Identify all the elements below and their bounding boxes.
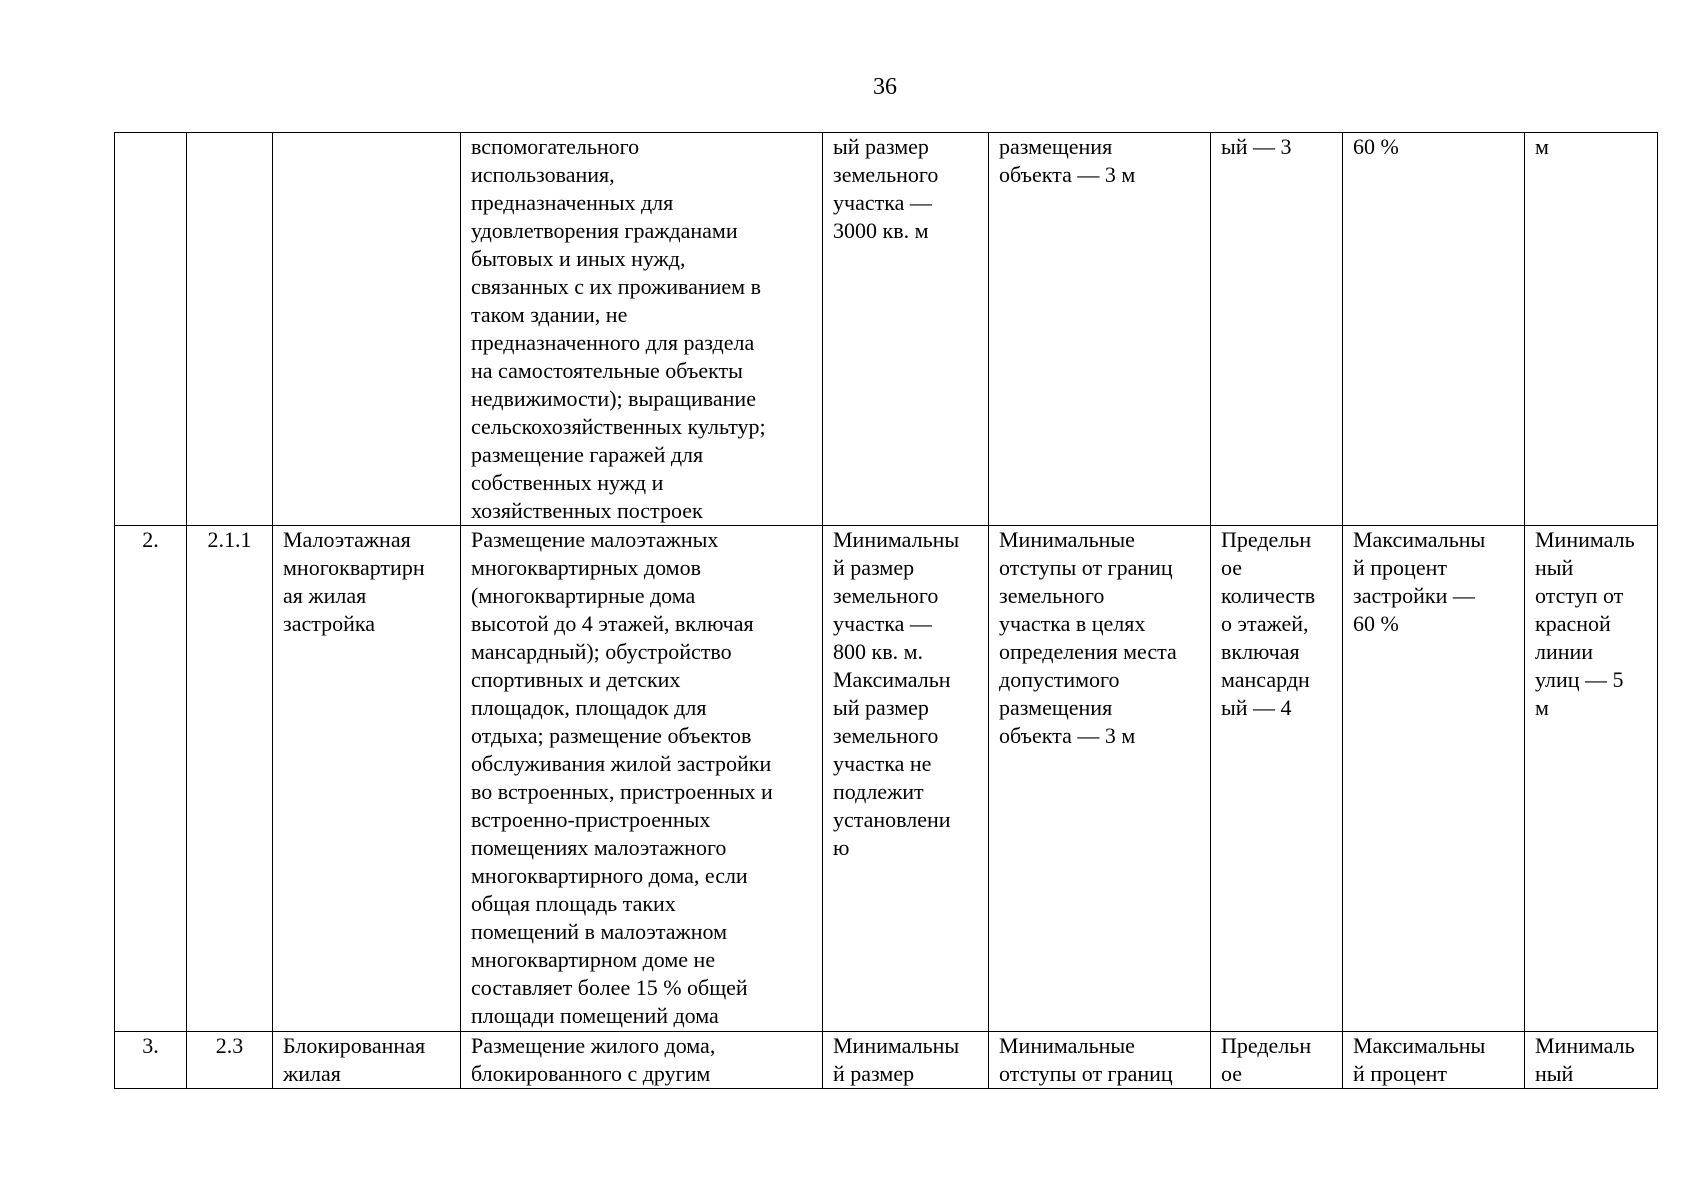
table-row xyxy=(115,133,1658,526)
plot-size-cell: Минимальны й размер xyxy=(823,1032,989,1089)
red-line-setback-cell: м xyxy=(1525,133,1658,526)
coverage-cell: 60 % xyxy=(1343,133,1525,526)
zoning-regulations-table xyxy=(114,132,1658,1089)
setbacks-cell: Минимальные отступы от границ земельного участка в целях определения места допустимого размещения объекта — 3 м xyxy=(989,526,1211,1032)
floors-cell: ый — 3 xyxy=(1211,133,1343,526)
row-number-cell: 2. xyxy=(115,526,187,1032)
page-number: 36 xyxy=(873,74,897,100)
coverage-cell: Максимальны й процент xyxy=(1343,1032,1525,1089)
use-code-cell: 2.3 xyxy=(187,1032,273,1089)
use-name-cell: Малоэтажная многоквартирн ая жилая застройка xyxy=(273,526,461,1032)
use-description-cell: Размещение жилого дома, блокированного с другим xyxy=(461,1032,823,1089)
table-row xyxy=(115,526,1658,1032)
use-description-cell: Размещение малоэтажных многоквартирных домов (многоквартирные дома высотой до 4 этажей, включая мансардный); обустройство спортивных и детских площадок, площадок для отдыха; размещение объектов обслуживания жилой застройки во встроенных, пристроенных и встроенно-пристроенных помещениях малоэтажного многоквартирного дома, если общая площадь таких помещений в малоэтажном многоквартирном доме не составляет более 15 % общей площади помещений дома xyxy=(461,526,823,1032)
use-name-cell xyxy=(273,133,461,526)
plot-size-cell: Минимальны й размер земельного участка — 800 кв. м. Максимальн ый размер земельного участка не подлежит установлени ю xyxy=(823,526,989,1032)
use-description-cell: вспомогательного использования, предназначенных для удовлетворения гражданами бытовых и иных нужд, связанных с их проживанием в таком здании, не предназначенного для раздела на самостоятельные объекты недвижимости); выращивание сельскохозяйственных культур; размещение гаражей для собственных нужд и хозяйственных построек xyxy=(461,133,823,526)
floors-cell: Предельн ое количеств о этажей, включая мансардн ый — 4 xyxy=(1211,526,1343,1032)
row-number-cell xyxy=(115,133,187,526)
floors-cell: Предельн ое xyxy=(1211,1032,1343,1089)
plot-size-cell: ый размер земельного участка — 3000 кв. м xyxy=(823,133,989,526)
row-number-cell: 3. xyxy=(115,1032,187,1089)
setbacks-cell: размещения объекта — 3 м xyxy=(989,133,1211,526)
setbacks-cell: Минимальные отступы от границ xyxy=(989,1032,1211,1089)
use-code-cell: 2.1.1 xyxy=(187,526,273,1032)
red-line-setback-cell: Минималь ный отступ от красной линии улиц — 5 м xyxy=(1525,526,1658,1032)
use-name-cell: Блокированная жилая xyxy=(273,1032,461,1089)
use-code-cell xyxy=(187,133,273,526)
red-line-setback-cell: Минималь ный xyxy=(1525,1032,1658,1089)
table-row xyxy=(115,1032,1658,1089)
coverage-cell: Максимальны й процент застройки — 60 % xyxy=(1343,526,1525,1032)
